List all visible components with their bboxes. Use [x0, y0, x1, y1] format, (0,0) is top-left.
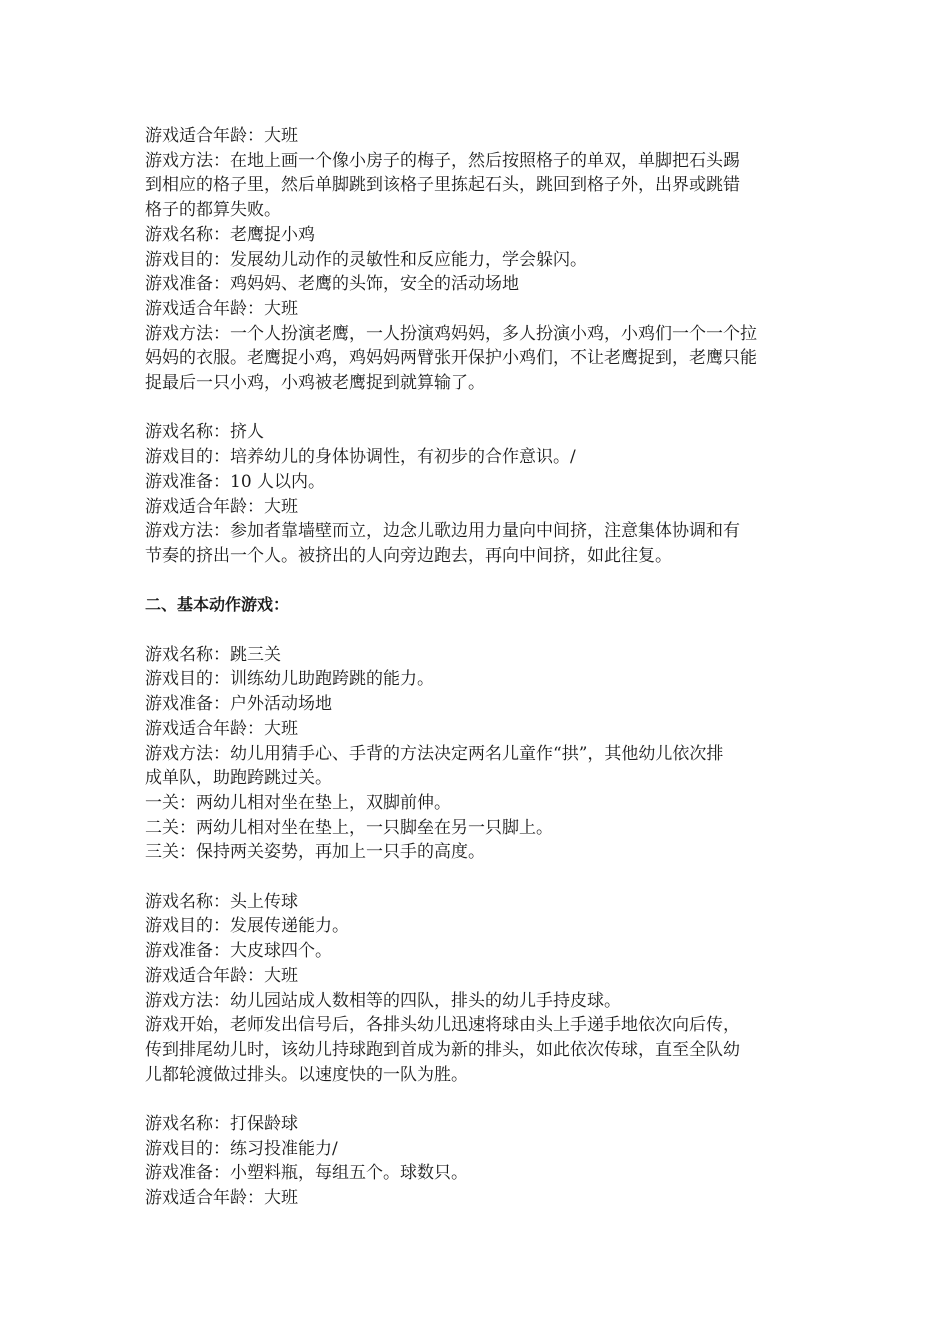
text-line: 游戏方法：一个人扮演老鹰，一人扮演鸡妈妈，多人扮演小鸡，小鸡们一个一个拉	[145, 323, 757, 344]
text-line: 游戏目的：培养幼儿的身体协调性，有初步的合作意识。/	[145, 447, 576, 468]
text-line: 妈妈的衣服。老鹰捉小鸡，鸡妈妈两臂张开保护小鸡们，不让老鹰捉到，老鹰只能	[145, 348, 757, 369]
text-line: 游戏适合年龄：大班	[145, 718, 298, 739]
text-line: 游戏开始，老师发出信号后，各排头幼儿迅速将球由头上手递手地依次向后传，	[145, 1015, 740, 1036]
text-line: 到相应的格子里，然后单脚跳到该格子里拣起石头，跳回到格子外，出界或跳错	[145, 175, 740, 196]
text-line: 游戏名称：挤人	[145, 422, 264, 443]
text-line: 游戏目的：训练幼儿助跑跨跳的能力。	[145, 669, 434, 690]
text-line: 游戏准备：鸡妈妈、老鹰的头饰，安全的活动场地	[145, 274, 519, 295]
text-line: 游戏适合年龄：大班	[145, 126, 298, 146]
text-line: 格子的都算失败。	[145, 200, 281, 221]
section-heading: 二、基本动作游戏：	[145, 595, 290, 615]
text-line: 游戏方法：幼儿用猜手心、手背的方法决定两名儿童作“拱”，其他幼儿依次排	[145, 743, 724, 764]
text-line: 儿都轮渡做过排头。以速度快的一队为胜。	[145, 1064, 468, 1085]
text-line: 游戏准备：10 人以内。	[145, 471, 326, 492]
text-line: 游戏适合年龄：大班	[145, 298, 298, 319]
text-line: 游戏名称：老鹰捉小鸡	[145, 224, 315, 245]
text-line: 游戏准备：小塑料瓶，每组五个。球数只。	[145, 1163, 468, 1184]
text-line: 成单队，助跑跨跳过关。	[145, 768, 332, 789]
text-line: 游戏准备：户外活动场地	[145, 694, 332, 715]
text-line: 游戏目的：发展幼儿动作的灵敏性和反应能力，学会躲闪。	[145, 249, 587, 270]
document-body	[145, 124, 825, 1211]
text-line: 游戏方法：在地上画一个像小房子的梅子，然后按照格子的单双，单脚把石头踢	[145, 150, 740, 171]
text-line: 游戏适合年龄：大班	[145, 1188, 298, 1209]
text-line: 游戏名称：打保龄球	[145, 1114, 298, 1135]
text-line: 传到排尾幼儿时，该幼儿持球跑到首成为新的排头，如此依次传球，直至全队幼	[145, 1039, 740, 1060]
blank-line	[145, 865, 825, 890]
text-line: 二关：两幼儿相对坐在垫上，一只脚垒在另一只脚上。	[145, 817, 553, 838]
text-line: 游戏目的：练习投准能力/	[145, 1138, 338, 1159]
blank-line	[145, 396, 825, 421]
text-line: 游戏名称：头上传球	[145, 891, 298, 912]
blank-line	[145, 1087, 825, 1112]
text-line: 游戏名称：跳三关	[145, 644, 281, 665]
text-line: 游戏准备：大皮球四个。	[145, 941, 332, 962]
text-line: 游戏方法：参加者靠墙壁而立，边念儿歌边用力量向中间挤，注意集体协调和有	[145, 521, 740, 542]
text-line: 三关：保持两关姿势，再加上一只手的高度。	[145, 842, 485, 863]
text-line: 一关：两幼儿相对坐在垫上，双脚前伸。	[145, 792, 451, 813]
text-line: 游戏适合年龄：大班	[145, 965, 298, 986]
text-line: 游戏方法：幼儿园站成人数相等的四队，排头的幼儿手持皮球。	[145, 990, 621, 1011]
text-line: 游戏目的：发展传递能力。	[145, 916, 349, 937]
blank-line	[145, 618, 825, 643]
text-line: 节奏的挤出一个人。被挤出的人向旁边跑去，再向中间挤，如此往复。	[145, 545, 672, 566]
blank-line	[145, 569, 825, 594]
text-line: 游戏适合年龄：大班	[145, 496, 298, 517]
text-line: 捉最后一只小鸡，小鸡被老鹰捉到就算输了。	[145, 373, 485, 394]
